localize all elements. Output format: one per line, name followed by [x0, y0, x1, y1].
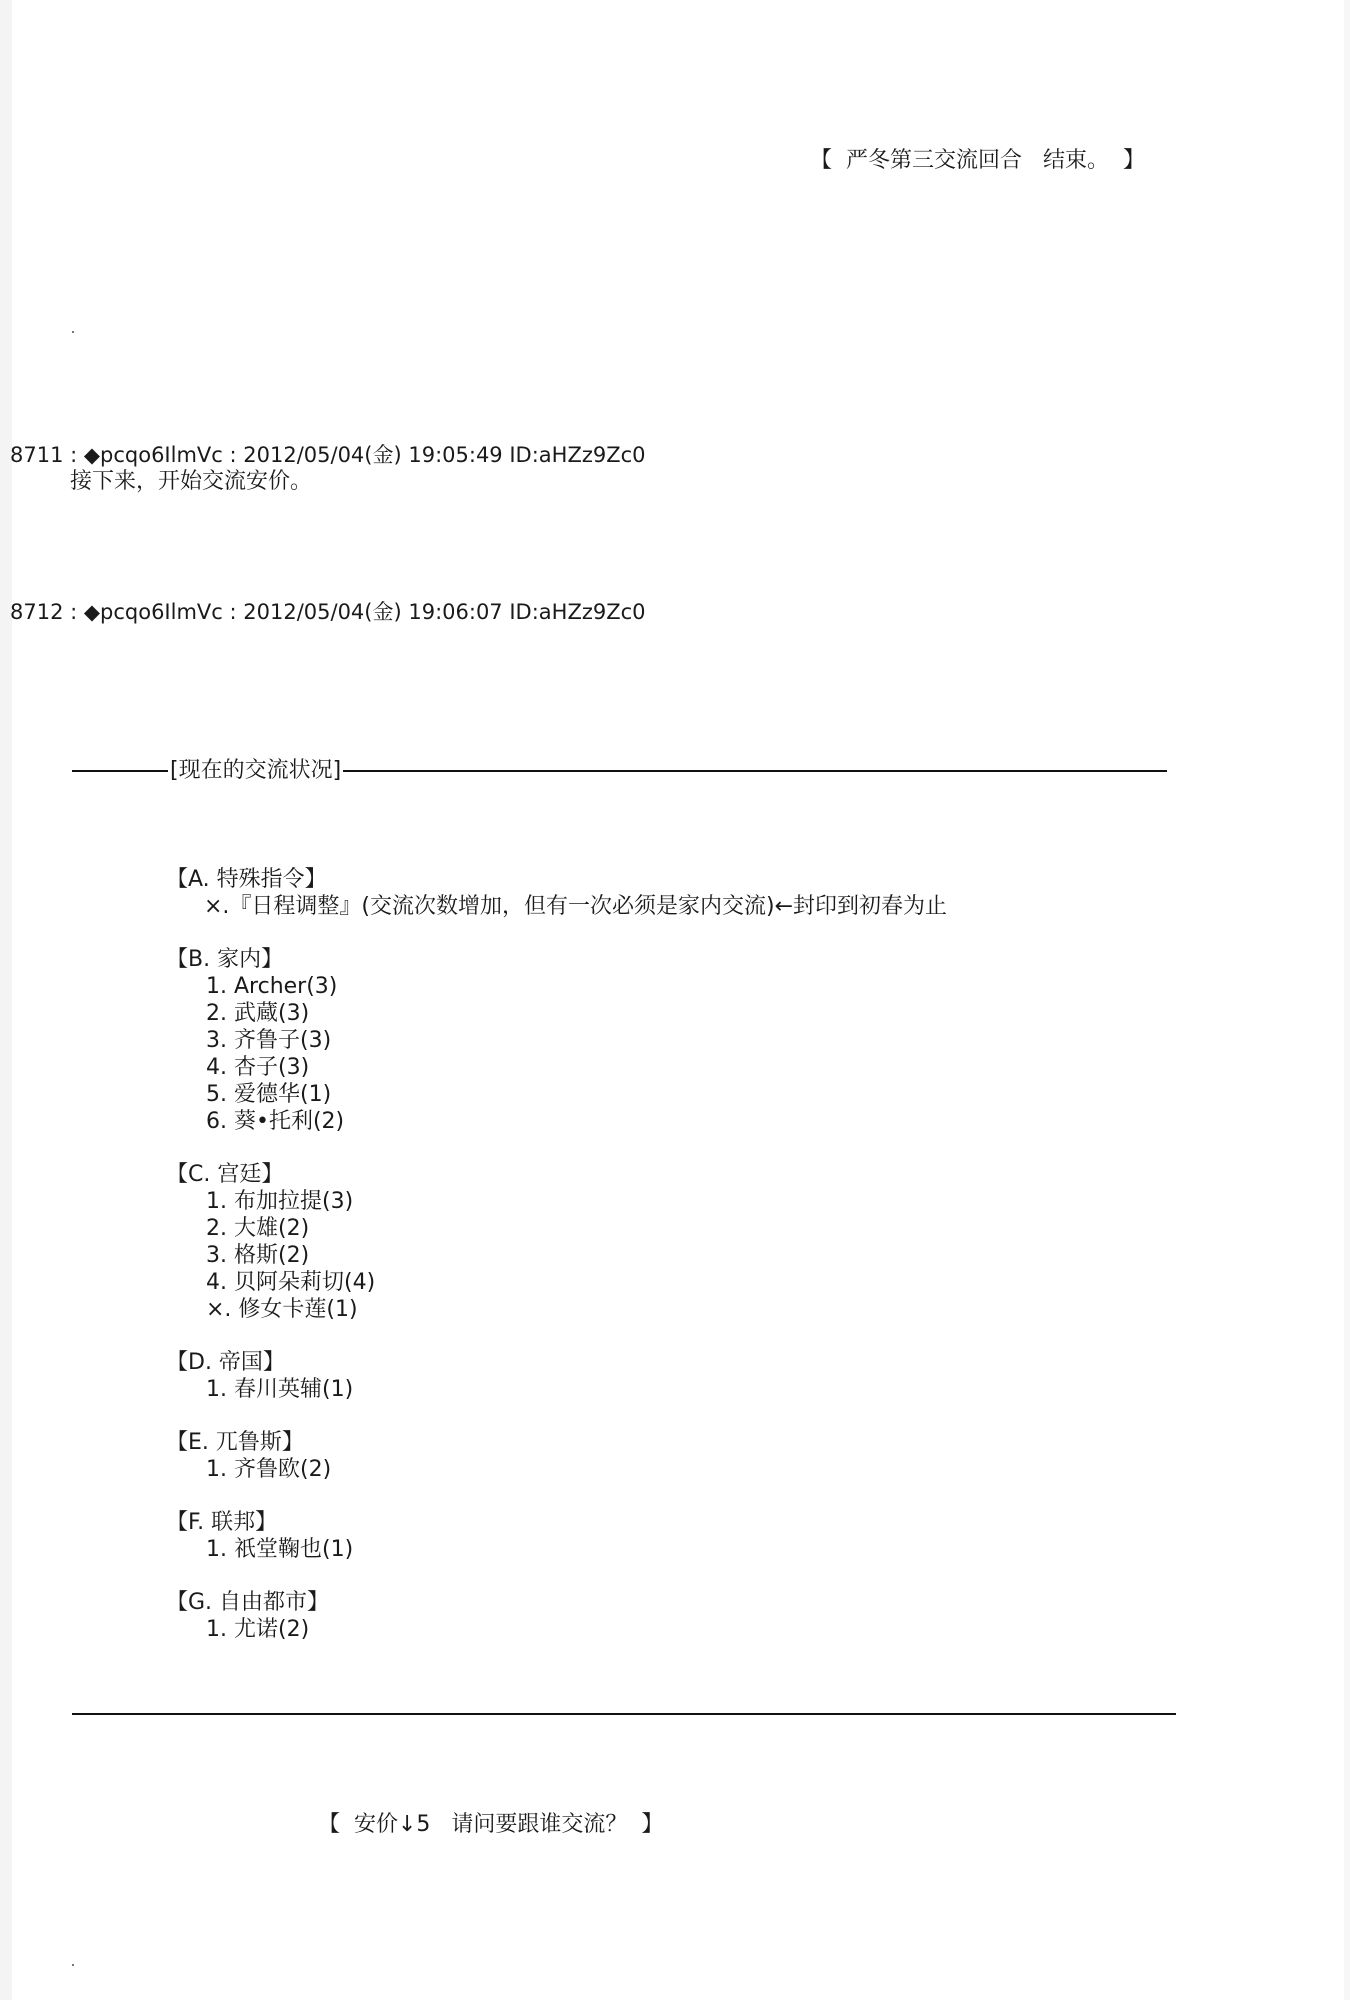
category-title: 【C. 宫廷】 [166, 1162, 284, 1187]
category-title: 【F. 联邦】 [166, 1510, 278, 1535]
category-title: 【A. 特殊指令】 [166, 867, 327, 892]
list-item: 2. 大雄(2) [206, 1216, 310, 1241]
list-item: ×.『日程调整』(交流次数增加，但有一次必须是家内交流)←封印到初春为止 [204, 894, 948, 919]
speck [72, 331, 74, 333]
category-title: 【G. 自由都市】 [166, 1590, 330, 1615]
list-item: 4. 杏子(3) [206, 1055, 310, 1080]
category-b [166, 946, 947, 1135]
list-item: 4. 贝阿朵莉切(4) [206, 1270, 376, 1295]
anka-question: 【 安价↓5 请问要跟谁交流？ 】 [318, 1812, 664, 1837]
category-title: 【E. 兀鲁斯】 [166, 1430, 304, 1455]
list-item: 1. 尤诺(2) [206, 1617, 310, 1642]
post-header-8712: 8712 : ◆pcqo6IlmVc : 2012/05/04(金) 19:06:07 ID:aHZz9Zc0 [10, 600, 646, 624]
speck [72, 1964, 74, 1966]
category-e [166, 1429, 947, 1483]
section-label: [现在的交流状况] [170, 758, 342, 783]
category-title: 【D. 帝国】 [166, 1350, 285, 1375]
list-item: ×. 修女卡莲(1) [206, 1297, 358, 1322]
page-right-edge [1344, 0, 1350, 2000]
list-item: 1. 春川英辅(1) [206, 1377, 354, 1402]
category-title: 【B. 家内】 [166, 947, 284, 972]
list-item: 3. 齐鲁子(3) [206, 1028, 332, 1053]
post-header-8711: 8711 : ◆pcqo6IlmVc : 2012/05/04(金) 19:05:49 ID:aHZz9Zc0 [10, 443, 646, 467]
post-body-8711: 接下来，开始交流安价。 [70, 469, 313, 494]
list-item: 1. 齐鲁欧(2) [206, 1457, 332, 1482]
list-item: 1. 布加拉提(3) [206, 1189, 354, 1214]
section-bottom-rule [72, 1713, 1176, 1715]
page-left-edge [0, 0, 12, 2000]
list-item: 2. 武蔵(3) [206, 1001, 310, 1026]
list-item: 6. 葵•托利(2) [206, 1109, 345, 1134]
round-end-note: 【 严冬第三交流回合 结束。 】 [810, 148, 1145, 173]
category-d [166, 1349, 947, 1403]
list-item: 1. Archer(3) [206, 974, 338, 999]
category-g [166, 1589, 947, 1643]
list-item: 1. 祇堂鞠也(1) [206, 1537, 354, 1562]
status-list [166, 866, 947, 1643]
list-item: 3. 格斯(2) [206, 1243, 310, 1268]
category-c [166, 1161, 947, 1323]
list-item: 5. 爱德华(1) [206, 1082, 332, 1107]
category-a [166, 866, 947, 920]
category-f [166, 1509, 947, 1563]
